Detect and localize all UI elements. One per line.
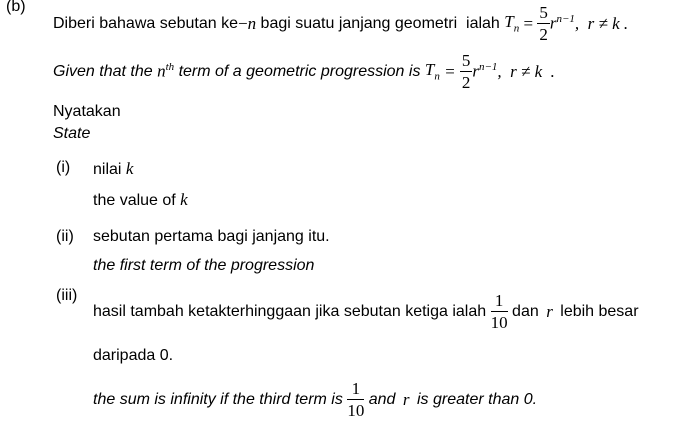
question-english-mid: term of a geometric progression is (174, 62, 425, 80)
question-malay-condition: , r ≠ k . (574, 13, 629, 33)
item-iii-malay-line (93, 292, 639, 331)
item-i-malay: nilai k (93, 159, 134, 178)
item-iii-english-fraction (347, 380, 364, 419)
question-english-nth: $n^{th}$ (157, 61, 175, 81)
item-i-number: (i) (56, 159, 71, 176)
question-english (53, 52, 555, 91)
item-iii-malay-a: hasil tambah ketakterhinggaan jika sebutan ketiga ialah (93, 302, 491, 320)
question-english-T: $T_n$ (424, 60, 440, 83)
question-malay-fraction (537, 4, 550, 43)
item-iii-malay-b: dan (507, 302, 544, 320)
item-iii-malay-d: daripada 0. (93, 347, 174, 364)
question-malay-eq: = (519, 13, 538, 33)
part-label: (b) (6, 0, 26, 15)
question-malay-dash: − (238, 13, 248, 33)
item-ii-malay: sebutan pertama bagi janjang itu. (93, 228, 330, 245)
item-iii-number: (iii) (56, 287, 78, 304)
item-ii-number: (ii) (56, 228, 74, 245)
state-english: State (53, 125, 91, 142)
fraction-denominator: 2 (461, 73, 471, 92)
item-iii-malay-c: lebih besar (555, 302, 639, 320)
fraction-denominator: 10 (490, 313, 508, 332)
item-iii-fraction (491, 292, 508, 331)
fraction-numerator: 1 (491, 292, 508, 312)
fraction-denominator: 10 (347, 401, 365, 420)
fraction-numerator: 5 (461, 51, 471, 70)
question-malay-T: $T_n$ (504, 12, 520, 35)
item-iii-english-b: and (364, 390, 400, 408)
question-english-eq: = (439, 61, 460, 81)
question-malay-mid: bagi suatu janjang geometri ialah (256, 14, 505, 32)
item-i-english: the value of k (93, 190, 188, 209)
item-ii-english: the first term of the progression (93, 257, 315, 274)
item-iii-english-var: r (402, 389, 410, 409)
question-malay-power: $r^{n-1}$ (549, 13, 575, 33)
item-iii-english-line (93, 380, 537, 419)
question-english-power: $r^{n-1}$ (472, 61, 498, 81)
fraction-numerator: 1 (347, 380, 364, 400)
item-iii-malay-var: r (546, 301, 553, 321)
item-iii-english-c: is greater than 0. (412, 390, 538, 408)
state-malay: Nyatakan (53, 103, 121, 120)
question-malay (53, 4, 628, 43)
question-english-prefix: Given that the (53, 62, 158, 80)
question-malay-prefix: Diberi bahawa sebutan ke (53, 14, 239, 32)
question-english-condition: , r ≠ k . (497, 61, 555, 81)
fraction-numerator: 5 (539, 3, 548, 22)
question-malay-n: n (247, 13, 257, 33)
question-english-fraction (460, 52, 473, 91)
fraction-denominator: 2 (539, 25, 548, 44)
item-iii-english-a: the sum is infinity if the third term is (93, 390, 348, 408)
